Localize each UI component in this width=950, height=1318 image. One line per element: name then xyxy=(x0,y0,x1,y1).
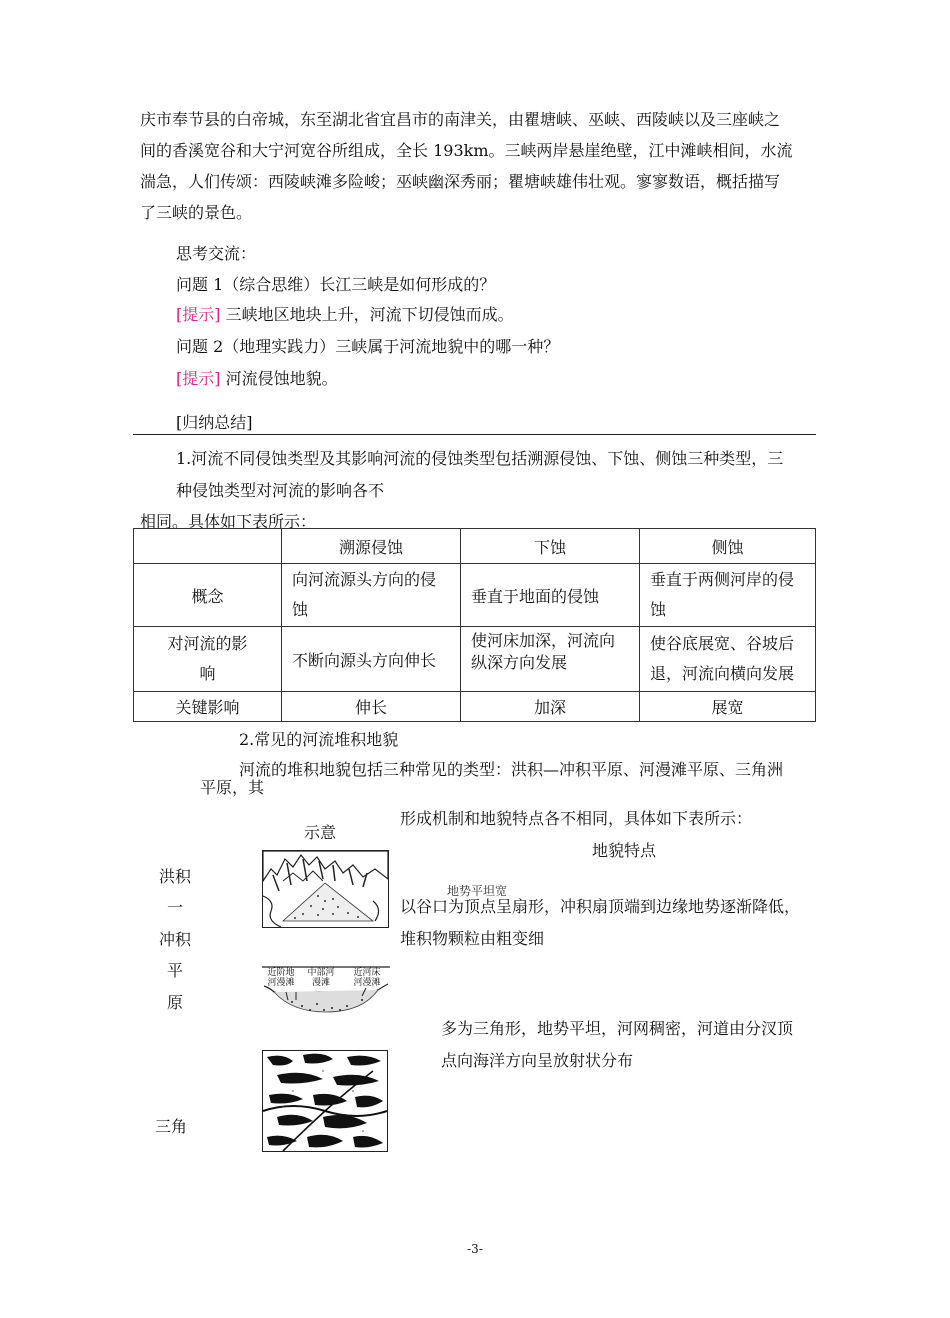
table-cell: 不断向源头方向伸长 xyxy=(282,627,461,692)
summary-title: [归纳总结] xyxy=(176,413,253,432)
table-row xyxy=(134,627,816,692)
row1-feature-line: 以谷口为顶点呈扇形，冲积扇顶端到边缘地势逐渐降低， xyxy=(400,897,801,916)
answer-2-text: 河流侵蚀地貌。 xyxy=(225,369,338,388)
row1-name-char: 冲积 xyxy=(158,930,191,949)
floodplain-label: 近阶地河漫滩 xyxy=(267,968,295,988)
delta-illustration xyxy=(263,1051,387,1151)
table-cell: 垂直于地面的侵蚀 xyxy=(461,564,640,627)
delta-figure xyxy=(262,1050,388,1152)
row2-feature-line: 多为三角形，地势平坦，河网稠密，河道由分汊顶 xyxy=(441,1019,794,1038)
table-cell: 伸长 xyxy=(282,692,461,722)
point2-line: 河流的堆积地貌包括三种常见的类型：洪积—冲积平原、河漫滩平原、三角洲 xyxy=(239,760,784,779)
fig-column-header xyxy=(304,820,337,842)
question-2: 问题 2（地理实践力）三峡属于河流地貌中的哪一种？ xyxy=(176,337,560,356)
intro-line: 间的香溪宽谷和大宁河宽谷所组成，全长 193km。三峡两岸悬崖绝壁，江中滩峡相间，水流 xyxy=(140,141,793,160)
row2-feature xyxy=(441,1013,793,1077)
table-cell: 加深 xyxy=(461,692,640,722)
table-cell: 使河床加深，河流向纵深方向发展 xyxy=(461,627,640,692)
row3-name xyxy=(155,1114,188,1136)
think-title: 思考交流： xyxy=(176,244,257,263)
question-1: 问题 1（综合思维）长江三峡是如何形成的？ xyxy=(176,275,496,294)
row1-name-char: 平 xyxy=(166,961,183,980)
table-cell: 概念 xyxy=(134,564,282,627)
floodplain-label: 中部河漫滩 xyxy=(307,968,335,988)
row1-name-char: 原 xyxy=(166,993,183,1012)
row2-feature-line: 点向海洋方向呈放射状分布 xyxy=(441,1051,634,1070)
row1-name-char: 洪积 xyxy=(158,867,191,886)
row1-name-char: 一 xyxy=(166,898,183,917)
row3-name-text: 三角 xyxy=(155,1117,188,1136)
table-cell: 垂直于两侧河岸的侵蚀 xyxy=(640,564,816,627)
table-cell: 展宽 xyxy=(640,692,816,722)
table-header-cell: 溯源侵蚀 xyxy=(282,529,461,564)
hint-label: [提示] xyxy=(176,369,221,388)
row1-feature xyxy=(400,891,800,955)
table-cell: 向河流源头方向的侵蚀 xyxy=(282,564,461,627)
hint-label: [提示] xyxy=(176,305,221,324)
intro-line: 湍急，人们传颂：西陵峡滩多险峻；巫峡幽深秀丽；瞿塘峡雄伟壮观。寥寥数语，概括描写 xyxy=(140,172,781,191)
erosion-table xyxy=(133,528,816,722)
fig-column-header-text: 示意 xyxy=(304,823,337,842)
table-header-cell: 下蚀 xyxy=(461,529,640,564)
table-header-cell: 侧蚀 xyxy=(640,529,816,564)
answer-2 xyxy=(176,366,338,389)
table-header-cell xyxy=(134,529,282,564)
point1-line: 相同。具体如下表所示： xyxy=(140,512,317,531)
intro-line: 了三峡的景色。 xyxy=(140,203,253,222)
table-row xyxy=(134,692,816,722)
floodplain-figure xyxy=(262,966,390,1012)
row1-overlap-text: 地势平坦宽 xyxy=(447,884,508,898)
point2-line: 形成机制和地貌特点各不相同，具体如下表所示： xyxy=(400,809,753,828)
feature-column-header: 地貌特点 xyxy=(592,841,657,860)
intro-line: 庆市奉节县的白帝城，东至湖北省宜昌市的南津关，由瞿塘峡、巫峡、西陵峡以及三座峡之 xyxy=(140,110,781,129)
page-number: -3- xyxy=(467,1242,483,1256)
floodplain-label: 近河床河漫滩 xyxy=(353,968,381,988)
point2-line: 平原，其 xyxy=(200,778,265,797)
table-cell: 使谷底展宽、谷坡后退，河流向横向发展 xyxy=(640,627,816,692)
answer-1-text: 三峡地区地块上升，河流下切侵蚀而成。 xyxy=(225,305,514,324)
alluvial-fan-illustration xyxy=(263,851,388,927)
point1-line: 种侵蚀类型对河流的影响各不 xyxy=(176,481,385,500)
row1-feature-line: 堆积物颗粒由粗变细 xyxy=(400,929,545,948)
point1-line: 1.河流不同侵蚀类型及其影响河流的侵蚀类型包括溯源侵蚀、下蚀、侧蚀三种类型，三 xyxy=(176,449,784,468)
table-cell: 对河流的影响 xyxy=(134,627,282,692)
point2-title: 2.常见的河流堆积地貌 xyxy=(239,730,399,749)
table-cell: 关键影响 xyxy=(134,692,282,722)
intro-paragraph xyxy=(140,104,815,228)
alluvial-fan-figure xyxy=(262,850,389,928)
table-header-row xyxy=(134,529,816,564)
section-divider xyxy=(133,434,816,435)
table-row xyxy=(134,564,816,627)
answer-1 xyxy=(176,302,514,325)
